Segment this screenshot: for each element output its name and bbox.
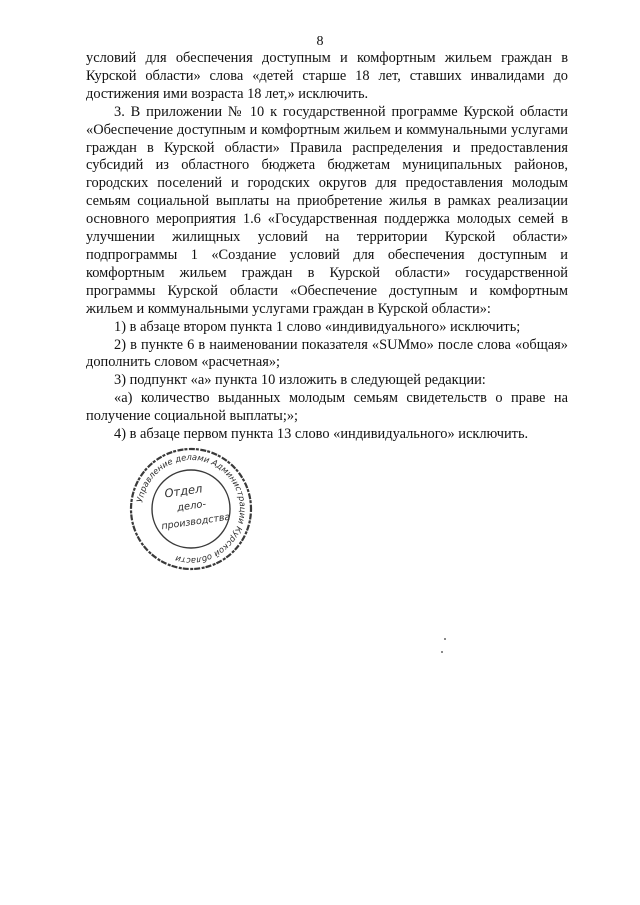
stamp-seal xyxy=(128,446,254,572)
scan-speck xyxy=(441,651,443,653)
stamp-center-line-2: дело- xyxy=(176,498,207,514)
stamp-center-line-1: Отдел xyxy=(163,481,204,501)
paragraph-continuation: условий для обеспечения доступным и комфортным жильем граждан в Курской области» слова «детей старше 18 лет, ставших инвалидами до достижения ими возраста 18 лет,» исключить. xyxy=(86,50,568,102)
paragraph-subitem-1: 1) в абзаце втором пункта 1 слово «индивидуального» исключить; xyxy=(114,318,521,335)
scan-speck xyxy=(444,638,446,640)
paragraph-subitem-2: 2) в пункте 6 в наименовании показателя «SUMмо» после слова «общая» дополнить словом «расчетная»; xyxy=(86,336,568,371)
paragraph-subitem-3: 3) подпункт «а» пункта 10 изложить в следующей редакции: xyxy=(114,372,486,389)
paragraph-subitem-4: 4) в абзаце первом пункта 13 слово «индивидуального» исключить. xyxy=(114,426,529,443)
paragraph-quoted-text: «а) количество выданных молодым семьям свидетельств о праве на получение социальной выплаты;»; xyxy=(86,390,568,425)
document-body xyxy=(86,50,568,444)
page-number: 8 xyxy=(316,34,324,49)
stamp-center-line-3: производства xyxy=(160,511,231,533)
stamp-ring-text: Управление делами Администрации Курской области xyxy=(134,451,249,567)
paragraph-item-3: 3. В приложении № 10 к государственной программе Курской области «Обеспечение доступным и комфортным жильем и коммунальными услугами граждан в Курской области» Правила распределения и предоставления субсидий из областного бюджета бюджетам муниципальных районов, городских поселений и городских округов для предоставления молодым семьям социальной выплаты на приобретение жилья в рамках реализации основного мероприятия 1.6 «Государственная поддержка молодых семей в улучшении жилищных условий на территории Курской области» подпрограммы 1 «Создание условий для обеспечения доступным и комфортным жильем граждан в Курской области» государственной программы Курской области «Обеспечение доступным и комфортным жильем и коммунальными услугами граждан в Курской области»: xyxy=(86,103,568,317)
